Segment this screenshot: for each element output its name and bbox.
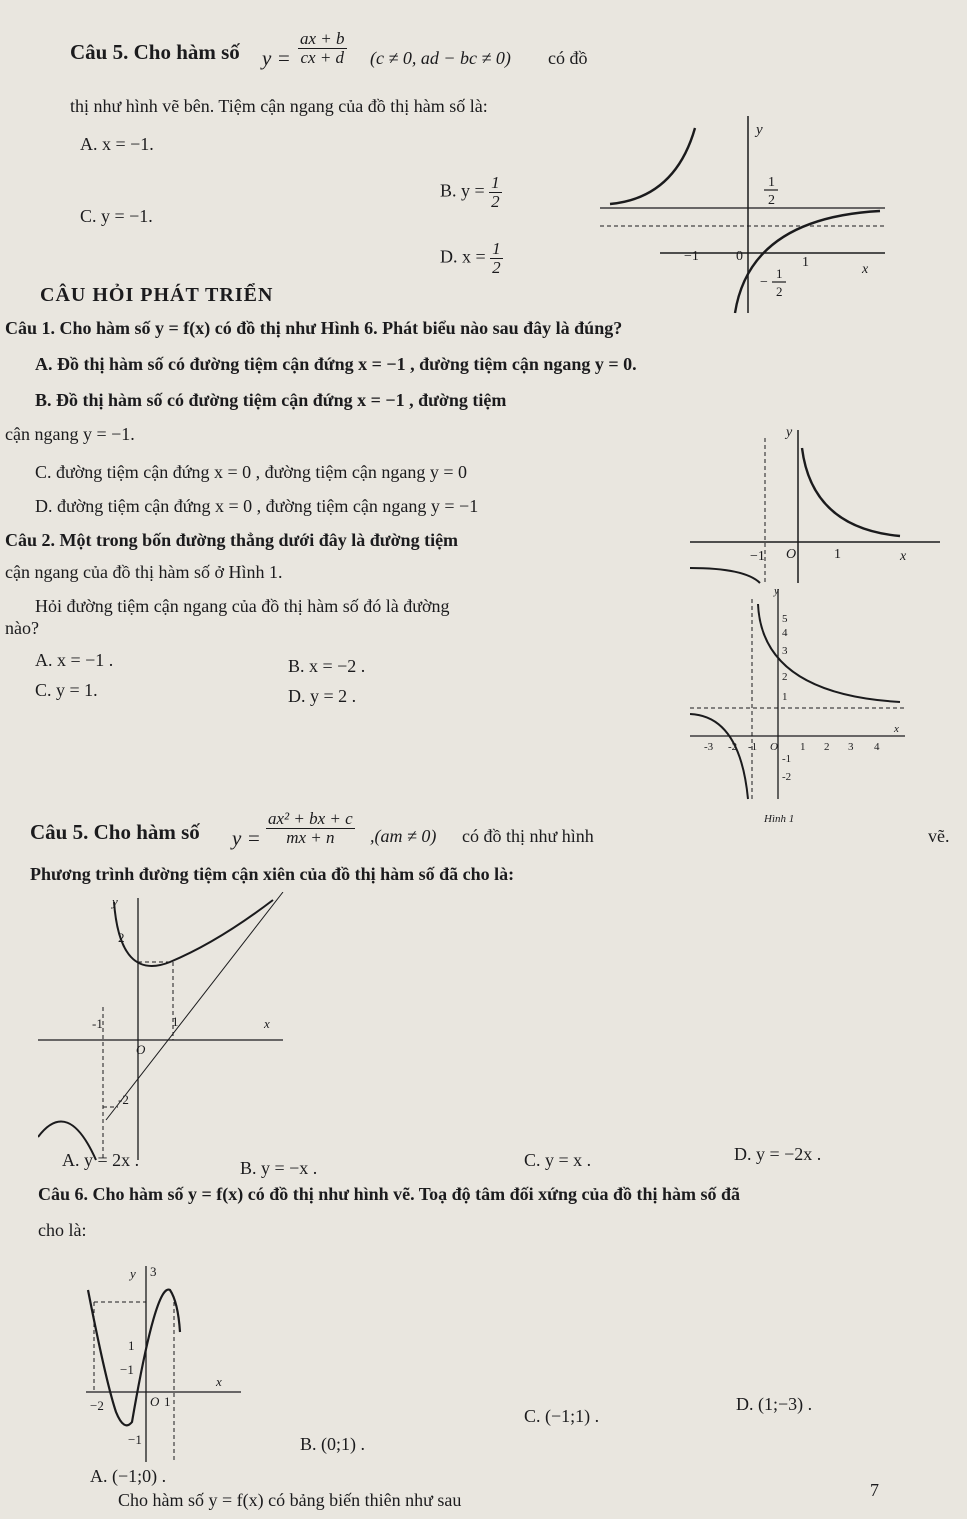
section-heading: CÂU HỎI PHÁT TRIỂN bbox=[40, 284, 274, 306]
q5a-tail: có đồ bbox=[548, 48, 588, 68]
q2-xtick-o: O bbox=[770, 741, 778, 753]
q5a-label-o: 0 bbox=[736, 249, 743, 264]
q2-ytick-4: 4 bbox=[782, 627, 788, 639]
q5a-option-a: A. x = −1. bbox=[80, 134, 154, 154]
footer-text: Cho hàm số y = f(x) có bảng biến thiên như sau bbox=[118, 1490, 462, 1510]
q5a-d-den: 2 bbox=[492, 257, 501, 277]
q5b-label-2: 2 bbox=[118, 930, 125, 945]
q2-ytick-5: 5 bbox=[782, 613, 788, 625]
q5b-label-y: y bbox=[112, 894, 118, 909]
q5a-option-d bbox=[440, 240, 503, 277]
q2-caption: Hình 1 bbox=[764, 813, 795, 825]
q2-line4: nào? bbox=[5, 618, 39, 638]
q6-label-y: y bbox=[130, 1266, 136, 1281]
q2-xtick-m1: -1 bbox=[748, 741, 758, 753]
q2-xtick-4: 4 bbox=[874, 741, 880, 753]
q2-ytick-m2: -2 bbox=[782, 771, 792, 783]
q1-option-c: C. đường tiệm cận đứng x = 0 , đường tiệm cận ngang y = 0 bbox=[35, 462, 468, 482]
q6-label-m1b: −1 bbox=[128, 1432, 142, 1447]
q2-curve-right bbox=[758, 604, 900, 702]
q5b-den: mx + n bbox=[286, 827, 335, 847]
q5a-prefix: Câu 5. Cho hàm số bbox=[70, 40, 240, 64]
q2-label-y: y bbox=[774, 585, 779, 597]
q6-graph bbox=[86, 1262, 256, 1467]
q5a-den: cx + d bbox=[300, 47, 345, 67]
q2-option-c: C. y = 1. bbox=[35, 680, 98, 700]
q5a-b-num: 1 bbox=[491, 173, 500, 192]
q5b-graph bbox=[38, 892, 288, 1164]
q5a-label-half-n: 1 bbox=[768, 175, 775, 190]
q1-option-d: D. đường tiệm cận đứng x = 0 , đường tiệm cận ngang y = −1 bbox=[35, 496, 479, 516]
q5a-d-num: 1 bbox=[492, 239, 501, 258]
q5b-option-d: D. y = −2x . bbox=[734, 1144, 822, 1164]
q5b-option-a: A. y = 2x . bbox=[62, 1150, 140, 1170]
q6-label-3: 3 bbox=[150, 1264, 157, 1279]
q1-label-y: y bbox=[786, 425, 793, 440]
q5b-option-b: B. y = −x . bbox=[240, 1158, 318, 1178]
q6-label-o: O bbox=[150, 1394, 160, 1409]
q2-ytick-1: 1 bbox=[782, 691, 788, 703]
q5b-tail: có đồ thị như hình bbox=[462, 826, 594, 846]
q5b-y: y = bbox=[232, 826, 261, 850]
q1-label-m1: −1 bbox=[750, 549, 765, 564]
q5b-asymptote-oblique bbox=[106, 892, 283, 1120]
q1-label-1: 1 bbox=[834, 547, 841, 562]
q5b-label-o: O bbox=[136, 1042, 146, 1057]
q5a-option-b-label: B. y = bbox=[440, 180, 490, 201]
q5b-fraction bbox=[266, 810, 355, 847]
q5b-prefix: Câu 5. Cho hàm số bbox=[30, 820, 200, 844]
q1-graph bbox=[690, 418, 960, 586]
q2-xtick-2: 2 bbox=[824, 741, 830, 753]
q1-label-o: O bbox=[786, 547, 797, 562]
q5b-label-1: 1 bbox=[172, 1014, 179, 1029]
q5a-graph bbox=[600, 108, 890, 318]
q6-line1: Câu 6. Cho hàm số y = f(x) có đồ thị như hình vẽ. Toạ độ tâm đối xứng của đồ thị hàm số đã bbox=[38, 1184, 741, 1204]
q5b-label-x: x bbox=[264, 1016, 270, 1031]
q2-ytick-3: 3 bbox=[782, 645, 788, 657]
q2-ytick-m1: -1 bbox=[782, 753, 792, 765]
q5a-label-mhalf-n: 1 bbox=[776, 266, 783, 281]
q2-option-d: D. y = 2 . bbox=[288, 686, 357, 706]
q6-option-a: A. (−1;0) . bbox=[90, 1466, 167, 1486]
q5a-option-b bbox=[440, 174, 502, 211]
q5a-label-x: x bbox=[862, 262, 869, 277]
q1-option-b-cont: cận ngang y = −1. bbox=[5, 424, 135, 444]
q2-xtick-1: 1 bbox=[800, 741, 806, 753]
q5a-b-den: 2 bbox=[491, 191, 500, 211]
q5b-label-m1: -1 bbox=[92, 1016, 103, 1031]
q6-label-m2: −2 bbox=[90, 1398, 104, 1413]
q6-line2: cho là: bbox=[38, 1220, 87, 1240]
q5b-line2: Phương trình đường tiệm cận xiên của đồ thị hàm số đã cho là: bbox=[30, 864, 515, 884]
q2-line1: Câu 2. Một trong bốn đường thẳng dưới đây là đường tiệm bbox=[5, 530, 459, 550]
q2-xtick-3: 3 bbox=[848, 741, 854, 753]
q2-label-x: x bbox=[894, 723, 899, 735]
q1-option-a: A. Đồ thị hàm số có đường tiệm cận đứng x = −1 , đường tiệm cận ngang y = 0. bbox=[35, 354, 637, 374]
q1-label-x: x bbox=[900, 549, 907, 564]
q5a-line2: thị như hình vẽ bên. Tiệm cận ngang của đồ thị hàm số là: bbox=[70, 96, 488, 116]
q5a-condition: (c ≠ 0, ad − bc ≠ 0) bbox=[370, 48, 511, 68]
q5a-curve-left bbox=[610, 128, 695, 204]
q6-option-c: C. (−1;1) . bbox=[524, 1406, 600, 1426]
q2-graph bbox=[690, 584, 910, 828]
q2-curve-left bbox=[690, 714, 748, 799]
q1-option-b: B. Đồ thị hàm số có đường tiệm cận đứng x = −1 , đường tiệm bbox=[35, 390, 507, 410]
q2-xtick-m2: -2 bbox=[728, 741, 738, 753]
q2-xtick-m3: -3 bbox=[704, 741, 714, 753]
q6-label-x: x bbox=[216, 1374, 222, 1389]
q5a-label-m1: −1 bbox=[684, 249, 699, 264]
q1-curve-right bbox=[802, 448, 900, 536]
q2-option-b: B. x = −2 . bbox=[288, 656, 366, 676]
q5b-tail2: vẽ. bbox=[928, 826, 950, 846]
q5a-label-1: 1 bbox=[802, 255, 809, 270]
q6-option-b: B. (0;1) . bbox=[300, 1434, 365, 1454]
q5a-label-mhalf-d: 2 bbox=[776, 284, 783, 299]
q2-ytick-2: 2 bbox=[782, 671, 788, 683]
q2-option-a: A. x = −1 . bbox=[35, 650, 114, 670]
q5a-option-d-label: D. x = bbox=[440, 246, 491, 267]
q5a-option-c: C. y = −1. bbox=[80, 206, 153, 226]
page-number: 7 bbox=[870, 1480, 879, 1500]
q5b-condition: ,(am ≠ 0) bbox=[370, 826, 437, 846]
q5b-option-c: C. y = x . bbox=[524, 1150, 592, 1170]
q1-curve-left bbox=[690, 568, 760, 583]
q5a-label-minus: − bbox=[760, 275, 768, 290]
q6-label-1: 1 bbox=[128, 1338, 135, 1353]
q5a-y: y = bbox=[262, 46, 291, 70]
q2-line3: Hỏi đường tiệm cận ngang của đồ thị hàm số đó là đường bbox=[35, 596, 450, 616]
q5a-label-y: y bbox=[756, 122, 763, 138]
q5a-label-half-d: 2 bbox=[768, 193, 775, 208]
q6-label-m1: −1 bbox=[120, 1362, 134, 1377]
q1-line1: Câu 1. Cho hàm số y = f(x) có đồ thị như Hình 6. Phát biểu nào sau đây là đúng? bbox=[5, 318, 623, 338]
q5b-label-m2: -2 bbox=[118, 1092, 129, 1107]
q6-label-1x: 1 bbox=[164, 1394, 171, 1409]
q2-line2: cận ngang của đồ thị hàm số ở Hình 1. bbox=[5, 562, 283, 582]
q5a-fraction bbox=[298, 30, 347, 67]
q5b-num: ax² + bx + c bbox=[268, 809, 353, 828]
q5a-num: ax + b bbox=[300, 29, 345, 48]
q6-option-d: D. (1;−3) . bbox=[736, 1394, 813, 1414]
